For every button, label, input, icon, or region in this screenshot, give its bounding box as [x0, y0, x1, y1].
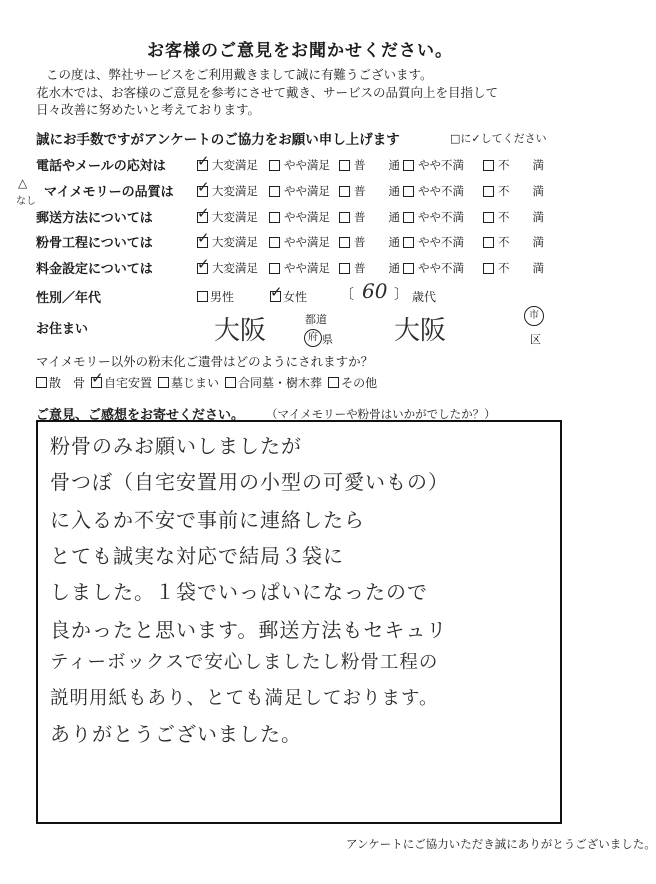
comment-line: ありがとうございました。	[50, 722, 302, 746]
intro-line-2: 花水木では、お客様のご意見を参考にさせて戴き、サービスの品質向上を目指して	[36, 85, 499, 100]
male-option[interactable]	[197, 288, 234, 305]
comment-line: 良かったと思います。郵送方法もセキュリ	[50, 618, 448, 642]
rating-option[interactable]	[197, 157, 269, 173]
rating-option[interactable]	[339, 183, 403, 199]
rating-checkbox[interactable]	[483, 186, 494, 197]
rating-checkbox[interactable]	[403, 160, 414, 171]
rating-checkbox[interactable]	[339, 160, 350, 171]
rating-option[interactable]	[339, 234, 403, 250]
rating-option-label: やや満足	[284, 210, 330, 224]
rating-option-label: やや不満	[418, 184, 464, 198]
rating-option-label: 不 満	[498, 235, 544, 249]
disposition-option[interactable]	[36, 374, 85, 391]
rating-option-label: 不 満	[498, 158, 544, 172]
rating-checkbox[interactable]	[403, 237, 414, 248]
rating-checkbox[interactable]	[403, 212, 414, 223]
ward-label: 区	[530, 333, 541, 346]
rating-option-label: 普 通	[354, 210, 400, 224]
disposition-option-label: 合同墓・樹木葬	[238, 376, 323, 390]
disposition-checkbox[interactable]	[91, 377, 102, 388]
rating-option-label: 普 通	[354, 235, 400, 249]
comment-line: 説明用紙もあり、とても満足しております。	[50, 688, 439, 709]
rating-checkbox[interactable]	[269, 263, 280, 274]
rating-options	[197, 234, 557, 250]
rating-checkbox[interactable]	[197, 212, 208, 223]
female-label: 女性	[283, 290, 308, 304]
rating-option[interactable]	[269, 234, 339, 250]
rating-option-label: 大変満足	[212, 184, 258, 198]
rating-option[interactable]	[269, 260, 339, 276]
rating-option[interactable]	[339, 157, 403, 173]
request-text: 誠にお手数ですがアンケートのご協力をお願い申し上げます	[36, 132, 400, 148]
rating-options	[197, 260, 557, 276]
rating-option-label: やや不満	[418, 261, 464, 275]
rating-checkbox[interactable]	[269, 160, 280, 171]
pref-circled: 府	[304, 329, 322, 347]
rating-option-label: 普 通	[354, 184, 400, 198]
rating-option-label: やや不満	[418, 210, 464, 224]
comments-heading: ご意見、ご感想をお寄せください。	[36, 408, 245, 423]
rating-option[interactable]	[197, 260, 269, 276]
rating-checkbox[interactable]	[197, 186, 208, 197]
city-circled: 市	[524, 306, 544, 326]
comment-line: に入るか不安で事前に連絡したら	[50, 508, 365, 532]
rating-option-label: 不 満	[498, 261, 544, 275]
disposition-options	[36, 374, 377, 391]
comment-line: 骨つぼ（自宅安置用の小型の可愛いもの）	[50, 470, 449, 494]
pref-suffix-top: 都道	[305, 313, 327, 326]
rating-option[interactable]	[269, 157, 339, 173]
rating-option[interactable]	[483, 234, 553, 250]
pref-suffix-bottom: 県	[322, 333, 333, 346]
comments-heading-note: （マイメモリーや粉骨はいかがでしたか？）	[266, 407, 496, 421]
rating-option-label: やや満足	[284, 235, 330, 249]
rating-option-label: やや不満	[418, 158, 464, 172]
city-value: 大阪	[394, 316, 447, 346]
age-value: 60	[362, 279, 388, 303]
rating-option[interactable]	[403, 209, 483, 225]
rating-options	[197, 209, 557, 225]
rating-option[interactable]	[197, 209, 269, 225]
page-title: お客様のご意見をお聞かせください。	[147, 41, 453, 61]
rating-option-label: やや不満	[418, 235, 464, 249]
rating-option[interactable]	[269, 209, 339, 225]
rating-checkbox[interactable]	[483, 237, 494, 248]
male-checkbox[interactable]	[197, 291, 208, 302]
comment-line: とても誠実な対応で結局３袋に	[50, 544, 344, 568]
question-label: 粉骨工程については	[36, 236, 153, 251]
disposition-question: マイメモリー以外の粉末化ご遺骨はどのようにされますか？	[36, 354, 374, 369]
rating-option[interactable]	[483, 260, 553, 276]
disposition-option-label: その他	[341, 376, 378, 390]
disposition-checkbox[interactable]	[158, 377, 169, 388]
rating-option-label: 不 満	[498, 210, 544, 224]
disposition-option[interactable]	[225, 374, 322, 391]
triangle-mark: △	[18, 176, 28, 190]
comment-line: ティーボックスで安心しましたし粉骨工程の	[50, 652, 439, 673]
rating-checkbox[interactable]	[483, 263, 494, 274]
rating-checkbox[interactable]	[197, 237, 208, 248]
prefecture-value: 大阪	[214, 316, 267, 346]
rating-option[interactable]	[269, 183, 339, 199]
rating-checkbox[interactable]	[339, 186, 350, 197]
rating-option[interactable]	[339, 260, 403, 276]
disposition-checkbox[interactable]	[225, 377, 236, 388]
rating-option-label: 普 通	[354, 261, 400, 275]
question-label: 郵送方法については	[36, 211, 153, 226]
rating-option[interactable]	[339, 209, 403, 225]
rating-option-label: やや満足	[284, 184, 330, 198]
comment-line: しました。１袋でいっぱいになったので	[50, 580, 428, 604]
rating-option[interactable]	[483, 209, 553, 225]
disposition-checkbox[interactable]	[328, 377, 339, 388]
rating-checkbox[interactable]	[339, 212, 350, 223]
intro-line-3: 日々改善に努めたいと考えております。	[36, 102, 261, 117]
male-label: 男性	[210, 290, 235, 304]
age-bracket-open: 〔	[340, 287, 354, 303]
rating-options	[197, 157, 557, 173]
rating-option[interactable]	[197, 183, 269, 199]
comment-line: 粉骨のみお願いしましたが	[50, 434, 302, 458]
disposition-option-label: 墓じまい	[171, 376, 220, 390]
rating-option[interactable]	[483, 157, 553, 173]
rating-option-label: 不 満	[498, 184, 544, 198]
rating-option-label: 大変満足	[212, 210, 258, 224]
question-label: 料金設定については	[36, 262, 153, 277]
disposition-option[interactable]	[328, 374, 377, 391]
disposition-option-label: 散 骨	[49, 376, 86, 390]
rating-checkbox[interactable]	[483, 160, 494, 171]
disposition-option[interactable]	[158, 374, 219, 391]
rating-checkbox[interactable]	[483, 212, 494, 223]
female-checkbox[interactable]	[270, 291, 281, 302]
rating-option[interactable]	[403, 260, 483, 276]
rating-checkbox[interactable]	[269, 186, 280, 197]
request-note: □に✓してください	[450, 132, 547, 145]
rating-option[interactable]	[197, 234, 269, 250]
rating-checkbox[interactable]	[269, 237, 280, 248]
rating-options	[197, 183, 557, 199]
rating-option-label: 大変満足	[212, 235, 258, 249]
intro-line-1: この度は、弊社サービスをご利用戴きまして誠に有難うございます。	[46, 67, 433, 82]
rating-checkbox[interactable]	[403, 186, 414, 197]
rating-checkbox[interactable]	[197, 263, 208, 274]
rating-checkbox[interactable]	[339, 237, 350, 248]
rating-checkbox[interactable]	[403, 263, 414, 274]
question-label: 電話やメールの応対は	[36, 159, 166, 174]
rating-option-label: やや満足	[284, 261, 330, 275]
footer-thanks: アンケートにご協力いただき誠にありがとうございました。	[346, 837, 656, 851]
question-label: マイメモリーの品質は	[44, 185, 174, 200]
age-bracket-close: 〕	[394, 287, 408, 303]
female-option[interactable]	[270, 288, 307, 305]
gender-age-label: 性別／年代	[36, 291, 102, 306]
disposition-checkbox[interactable]	[36, 377, 47, 388]
rating-checkbox[interactable]	[197, 160, 208, 171]
rating-checkbox[interactable]	[269, 212, 280, 223]
rating-option-label: 普 通	[354, 158, 400, 172]
disposition-option[interactable]	[91, 374, 152, 391]
rating-option-label: 大変満足	[212, 261, 258, 275]
rating-option[interactable]	[403, 234, 483, 250]
rating-option-label: やや満足	[284, 158, 330, 172]
rating-option[interactable]	[483, 183, 553, 199]
rating-option-label: 大変満足	[212, 158, 258, 172]
disposition-option-label: 自宅安置	[104, 376, 153, 390]
quality-annotation: なし	[16, 196, 36, 207]
rating-checkbox[interactable]	[339, 263, 350, 274]
address-label: お住まい	[36, 322, 89, 337]
rating-option[interactable]	[403, 183, 483, 199]
rating-option[interactable]	[403, 157, 483, 173]
age-suffix: 歳代	[412, 290, 437, 304]
